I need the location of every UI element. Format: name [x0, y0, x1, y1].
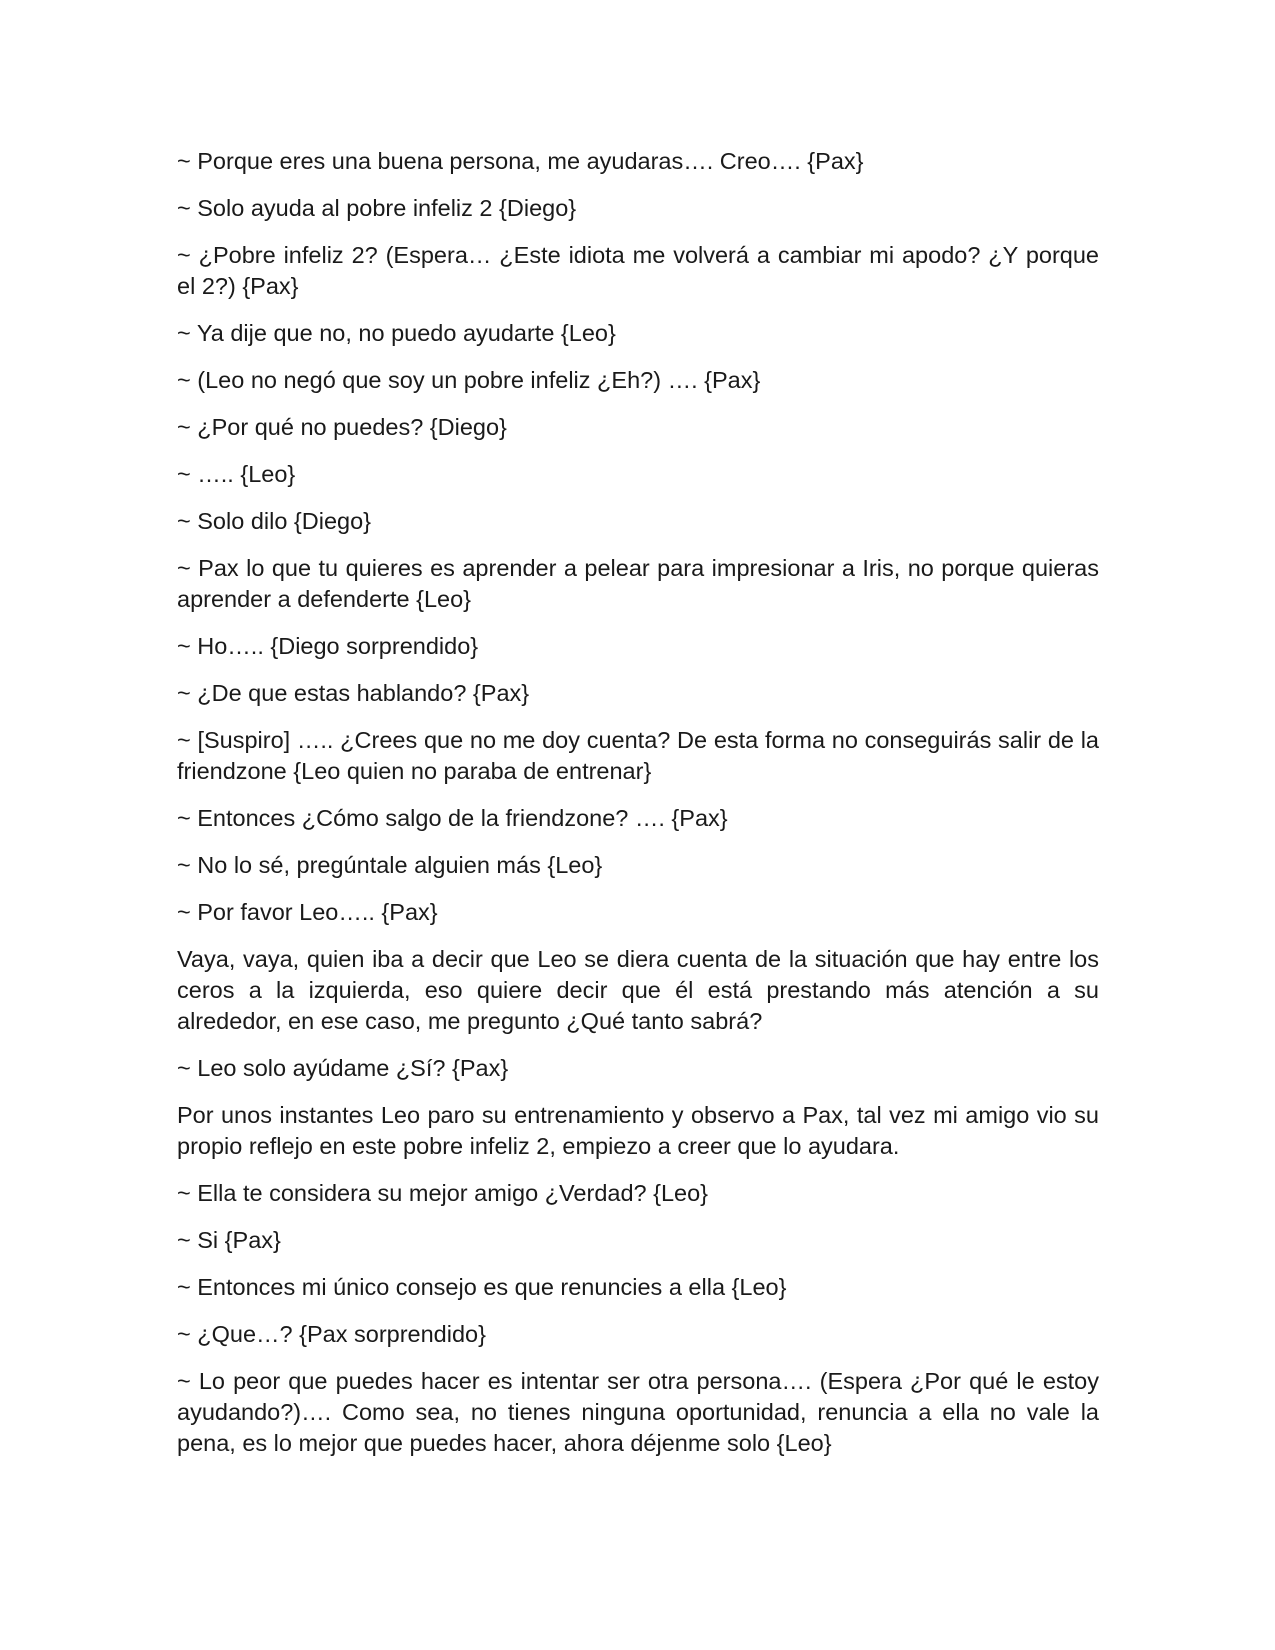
dialogue-line: ~ ¿Por qué no puedes? {Diego}	[177, 414, 507, 440]
dialogue-line: ~ No lo sé, pregúntale alguien más {Leo}	[177, 852, 603, 878]
dialogue-line: ~ (Leo no negó que soy un pobre infeliz ¿Eh?) …. {Pax}	[177, 367, 761, 393]
dialogue-line: ~ Lo peor que puedes hacer es intentar ser otra persona…. (Espera ¿Por qué le estoy ayudando?)…. Como sea, no tienes ninguna oportunidad, renuncia a ella no vale la pena, es lo mejor que puedes hacer, ahora déjenme solo {Leo}	[177, 1368, 1099, 1456]
dialogue-line: ~ [Suspiro] ….. ¿Crees que no me doy cuenta? De esta forma no conseguirás salir de la friendzone {Leo quien no paraba de entrenar}	[177, 727, 1099, 784]
dialogue-line: ~ Ella te considera su mejor amigo ¿Verdad? {Leo}	[177, 1180, 709, 1206]
dialogue-line: ~ Si {Pax}	[177, 1227, 281, 1253]
dialogue-line: ~ ….. {Leo}	[177, 461, 296, 487]
document-body	[177, 146, 1099, 1475]
dialogue-line: ~ ¿Que…? {Pax sorprendido}	[177, 1321, 486, 1347]
dialogue-line: ~ Ho….. {Diego sorprendido}	[177, 633, 479, 659]
dialogue-line: ~ Solo ayuda al pobre infeliz 2 {Diego}	[177, 195, 577, 221]
narration-paragraph: Vaya, vaya, quien iba a decir que Leo se diera cuenta de la situación que hay entre los ceros a la izquierda, eso quiere decir que él está prestando más atención a su alrededor, en ese caso, me pregunto ¿Qué tanto sabrá?	[177, 946, 1099, 1034]
dialogue-line: ~ Por favor Leo….. {Pax}	[177, 899, 438, 925]
dialogue-line: ~ Pax lo que tu quieres es aprender a pelear para impresionar a Iris, no porque quieras aprender a defenderte {Leo}	[177, 555, 1099, 612]
dialogue-line: ~ Solo dilo {Diego}	[177, 508, 372, 534]
narration-paragraph: Por unos instantes Leo paro su entrenamiento y observo a Pax, tal vez mi amigo vio su propio reflejo en este pobre infeliz 2, empiezo a creer que lo ayudara.	[177, 1102, 1099, 1159]
dialogue-line: ~ Entonces ¿Cómo salgo de la friendzone? …. {Pax}	[177, 805, 728, 831]
dialogue-line: ~ Porque eres una buena persona, me ayudaras…. Creo…. {Pax}	[177, 148, 864, 174]
dialogue-line: ~ ¿De que estas hablando? {Pax}	[177, 680, 530, 706]
dialogue-line: ~ Ya dije que no, no puedo ayudarte {Leo}	[177, 320, 616, 346]
dialogue-line: ~ Entonces mi único consejo es que renuncies a ella {Leo}	[177, 1274, 787, 1300]
dialogue-line: ~ ¿Pobre infeliz 2? (Espera… ¿Este idiota me volverá a cambiar mi apodo? ¿Y porque el 2?) {Pax}	[177, 242, 1099, 299]
dialogue-line: ~ Leo solo ayúdame ¿Sí? {Pax}	[177, 1055, 509, 1081]
